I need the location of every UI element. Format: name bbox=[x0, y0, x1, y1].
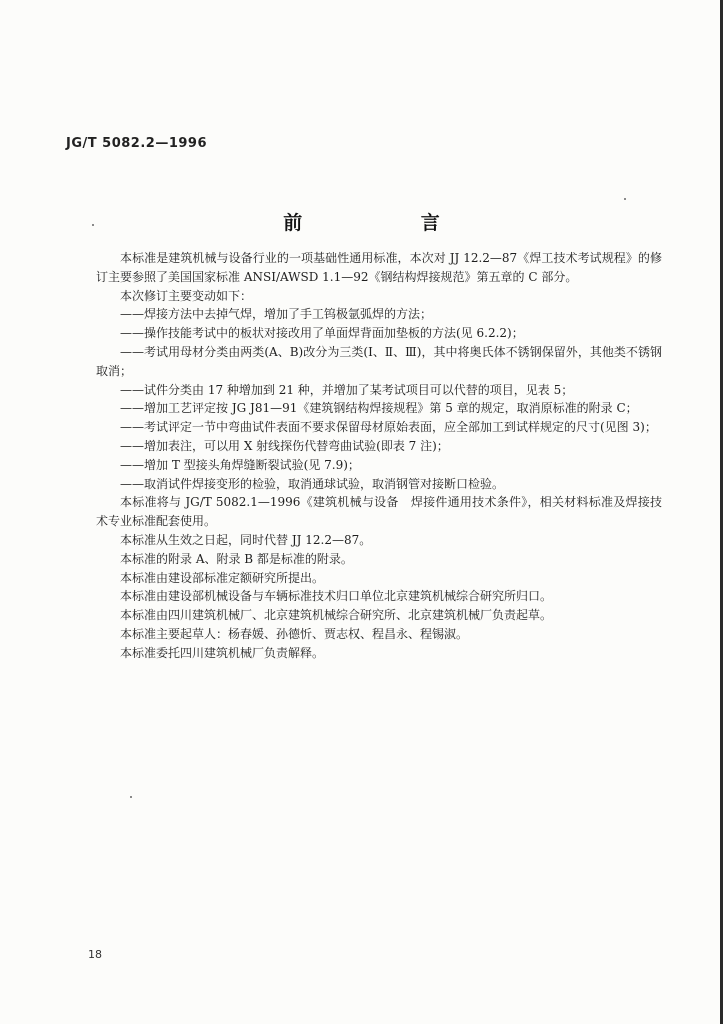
list-item: ——考试用母材分类由两类(A、B)改分为三类(Ⅰ、Ⅱ、Ⅲ)，其中将奥氏体不锈钢保留外，其他类不锈钢取消； bbox=[96, 344, 662, 378]
paragraph: 本标准的附录 A、附录 B 都是标准的附录。 bbox=[120, 551, 353, 566]
scan-speck bbox=[624, 198, 626, 200]
list-item: ——考试评定一节中弯曲试件表面不要求保留母材原始表面，应全部加工到试样规定的尺寸(见图 3)； bbox=[120, 420, 657, 435]
page-number: 18 bbox=[88, 948, 102, 961]
paragraph: 本标准主要起草人：杨春媛、孙德忻、贾志权、程昌永、程锡淑。 bbox=[120, 626, 469, 641]
paragraph: 本标准由四川建筑机械厂、北京建筑机械综合研究所、北京建筑机械厂负责起草。 bbox=[120, 608, 553, 623]
scan-speck bbox=[92, 224, 94, 226]
list-item: ——增加表注，可以用 X 射线探伤代替弯曲试验(即表 7 注)； bbox=[120, 438, 449, 453]
list-item: ——取消试件焊接变形的检验，取消通球试验，取消钢管对接断口检验。 bbox=[120, 476, 505, 491]
paragraph: 本标准由建设部机械设备与车辆标准技术归口单位北京建筑机械综合研究所归口。 bbox=[120, 589, 553, 604]
foreword-body bbox=[96, 249, 662, 663]
page-title: 前 言 bbox=[283, 212, 496, 234]
paragraph: 本标准从生效之日起，同时代替 JJ 12.2—87。 bbox=[120, 532, 372, 547]
list-item: ——焊接方法中去掉气焊，增加了手工钨极氩弧焊的方法； bbox=[120, 307, 433, 322]
paragraph: 本标准是建筑机械与设备行业的一项基础性通用标准，本次对 JJ 12.2—87《焊工技术考试规程》的修订主要参照了美国国家标准 ANSI/AWSD 1.1—92《钢结构焊接规范》第五章的 C 部分。 bbox=[96, 251, 662, 284]
paragraph: 本标准委托四川建筑机械厂负责解释。 bbox=[120, 645, 325, 660]
paragraph: 本标准将与 JG/T 5082.1—1996《建筑机械与设备 焊接件通用技术条件》，相关材料标准及焊接技术专业标准配套使用。 bbox=[96, 495, 662, 529]
list-item: ——操作技能考试中的板状对接改用了单面焊背面加垫板的方法(见 6.2.2)； bbox=[120, 326, 524, 341]
paragraph: 本次修订主要变动如下： bbox=[120, 288, 253, 303]
list-item: ——增加 T 型接头角焊缝断裂试验(见 7.9)； bbox=[120, 457, 360, 472]
list-item: ——试件分类由 17 种增加到 21 种，并增加了某考试项目可以代替的项目，见表 5； bbox=[120, 382, 574, 397]
standard-code: JG/T 5082.2—1996 bbox=[66, 136, 207, 151]
paragraph: 本标准由建设部标准定额研究所提出。 bbox=[120, 570, 325, 585]
scan-speck bbox=[130, 796, 132, 798]
list-item: ——增加工艺评定按 JG J81—91《建筑钢结构焊接规程》第 5 章的规定，取消原标准的附录 C； bbox=[120, 401, 638, 416]
